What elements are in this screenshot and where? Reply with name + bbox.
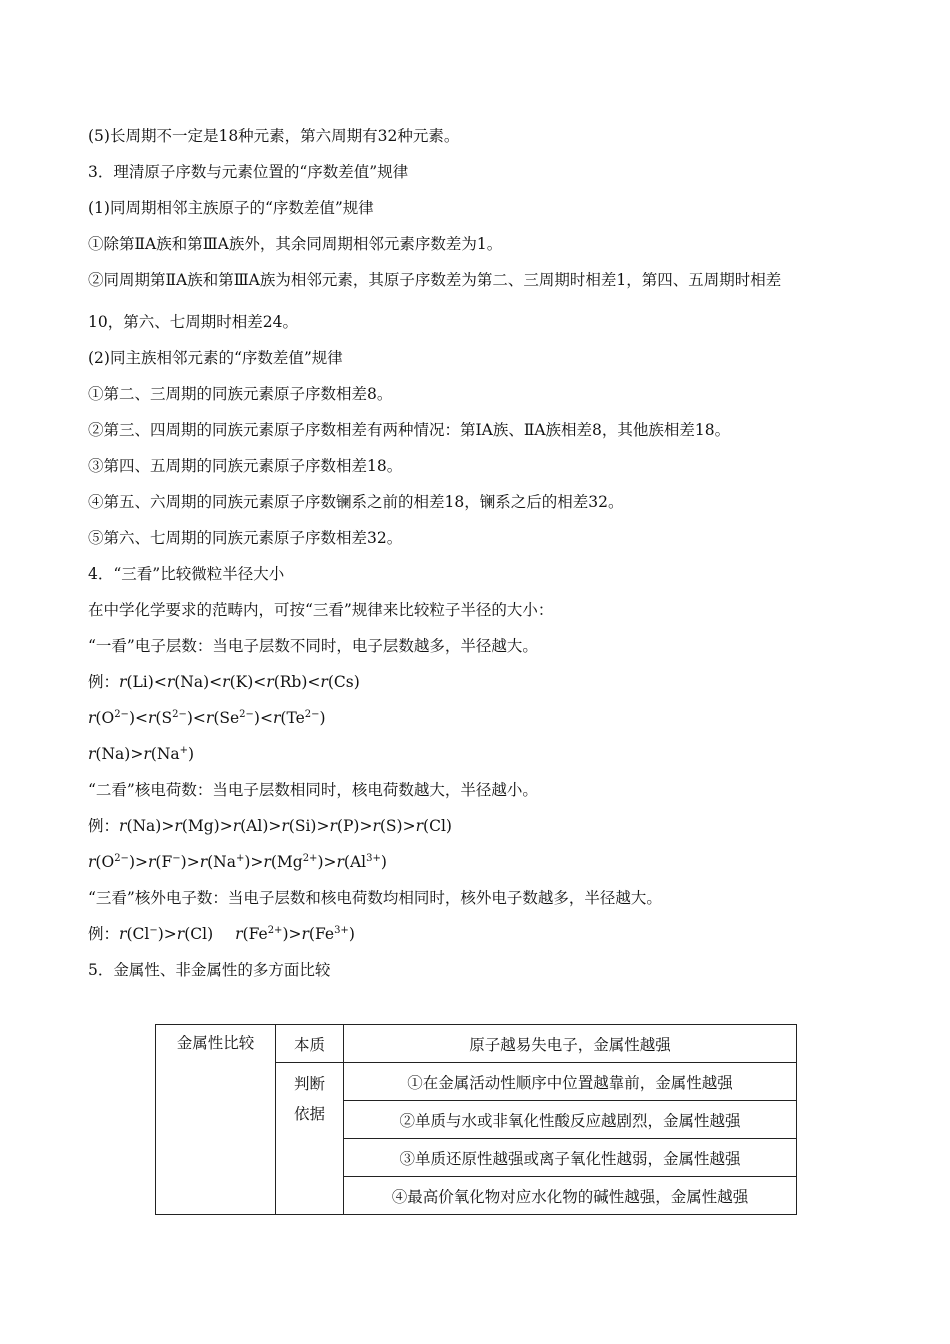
formula-term: r(K) [222,673,254,691]
formula-term: r(Si) [281,817,317,835]
formula-term: r(Na) [88,745,131,763]
formula-term: $r(Fe^{3+})$ [301,925,355,943]
text-line: (5)长周期不一定是18种元素，第六周期有32种元素。 [88,127,460,145]
formula-term: r(Na) [119,817,162,835]
basis-label-2: 依据 [293,1105,325,1123]
formula-line-ex1: 例：r(Li)<r(Na)<r(K)<r(Rb)<r(Cs) [88,673,360,691]
formula-term: r(P) [329,817,360,835]
formula-term: r(Na) [166,673,210,691]
text-line: ③第四、五周期的同族元素原子序数相差18。 [88,457,403,475]
formula-term: r(Na+) [199,853,251,871]
formula-line-ex2: $r(O^{2-})<r(S^{2-})<r(Se^{2-})<r(Te^{2-})$ [88,709,326,727]
basis-item-4: ④最高价氧化物对应水化物的碱性越强，金属性越强 [344,1177,797,1215]
formula-term: $r(Fe^{2+})$ [235,925,289,943]
formula-term: r(S) [372,817,403,835]
basis-item-1: ①在金属活动性顺序中位置越靠前，金属性越强 [344,1063,797,1101]
formula-term: $r(Mg^{2+})$ [263,853,324,871]
essence-label: 本质 [276,1025,344,1063]
formula-term: r(Rb) [266,673,308,691]
text-line: “一看”电子层数：当电子层数不同时，电子层数越多，半径越大。 [88,637,538,655]
text-line: ①除第ⅡA族和第ⅢA族外，其余同周期相邻元素序数差为1。 [88,235,503,253]
section-heading: 3．理清原子序数与元素位置的“序数差值”规律 [88,163,409,181]
formula-line-ex5: $r(O^{2-})>r(F^-)>r(Na^+)>r(Mg^{2+})>r(Al^{3+})$ [88,853,387,871]
text-line: ①第二、三周期的同族元素原子序数相差8。 [88,385,393,403]
formula-line-ex6: 例：r(Cl−)>r(Cl) $r(Fe^{2+})>r(Fe^{3+})$ [88,925,355,943]
formula-term: $r(Te^{2-})$ [272,709,326,727]
formula-line-ex4: 例：r(Na)>r(Mg)>r(Al)>r(Si)>r(P)>r(S)>r(Cl) [88,817,452,835]
subsection-heading: (1)同周期相邻主族原子的“序数差值”规律 [88,199,374,217]
metallicity-table [155,1024,797,1215]
text-line: 10，第六、七周期时相差24。 [88,313,298,331]
formula-term: $r(O^{2-})$ [88,853,135,871]
text-line: 在中学化学要求的范畴内，可按“三看”规律来比较粒子半径的大小： [88,601,554,619]
basis-item-2: ②单质与水或非氧化性酸反应越剧烈，金属性越强 [344,1101,797,1139]
basis-label-1: 判断 [293,1075,325,1093]
formula-term: r(Cl−) [119,925,164,943]
formula-line-ex3: r(Na)>r(Na+) [88,745,195,763]
formula-term: $r(Se^{2-})$ [205,709,260,727]
text-line: ②同周期第ⅡA族和第ⅢA族为相邻元素，其原子序数差为第二、三周期时相差1，第四、五周期时相差 [88,271,782,289]
formula-term: r(Li) [119,673,154,691]
section-heading: 4．“三看”比较微粒半径大小 [88,565,285,583]
basis-label [276,1063,344,1215]
text-line: ②第三、四周期的同族元素原子序数相差有两种情况：第ⅠA族、ⅡA族相差8，其他族相差18。 [88,421,731,439]
essence-cell: 原子越易失电子，金属性越强 [344,1025,797,1063]
subsection-heading: (2)同主族相邻元素的“序数差值”规律 [88,349,343,367]
formula-term: r(Cl) [415,817,452,835]
formula-term: $r(O^{2-})$ [88,709,135,727]
text-line: “三看”核外电子数：当电子层数和核电荷数均相同时，核外电子数越多，半径越大。 [88,889,662,907]
basis-item-3: ③单质还原性越强或离子氧化性越弱，金属性越强 [344,1139,797,1177]
text-line: ④第五、六周期的同族元素原子序数镧系之前的相差18，镧系之后的相差32。 [88,493,624,511]
formula-term: r(Cs) [320,673,360,691]
formula-term: r(F−) [148,853,187,871]
formula-term: $r(S^{2-})$ [148,709,193,727]
section-heading: 5．金属性、非金属性的多方面比较 [88,961,331,979]
text-line: “二看”核电荷数：当电子层数相同时，核电荷数越大，半径越小。 [88,781,538,799]
formula-term: r(Mg) [174,817,220,835]
table-row-label: 金属性比较 [156,1025,276,1215]
formula-term: r(Cl) [176,925,214,943]
formula-term: r(Na+) [143,745,195,763]
text-line: ⑤第六、七周期的同族元素原子序数相差32。 [88,529,403,547]
formula-term: r(Al) [232,817,269,835]
formula-term: $r(Al^{3+})$ [336,853,387,871]
